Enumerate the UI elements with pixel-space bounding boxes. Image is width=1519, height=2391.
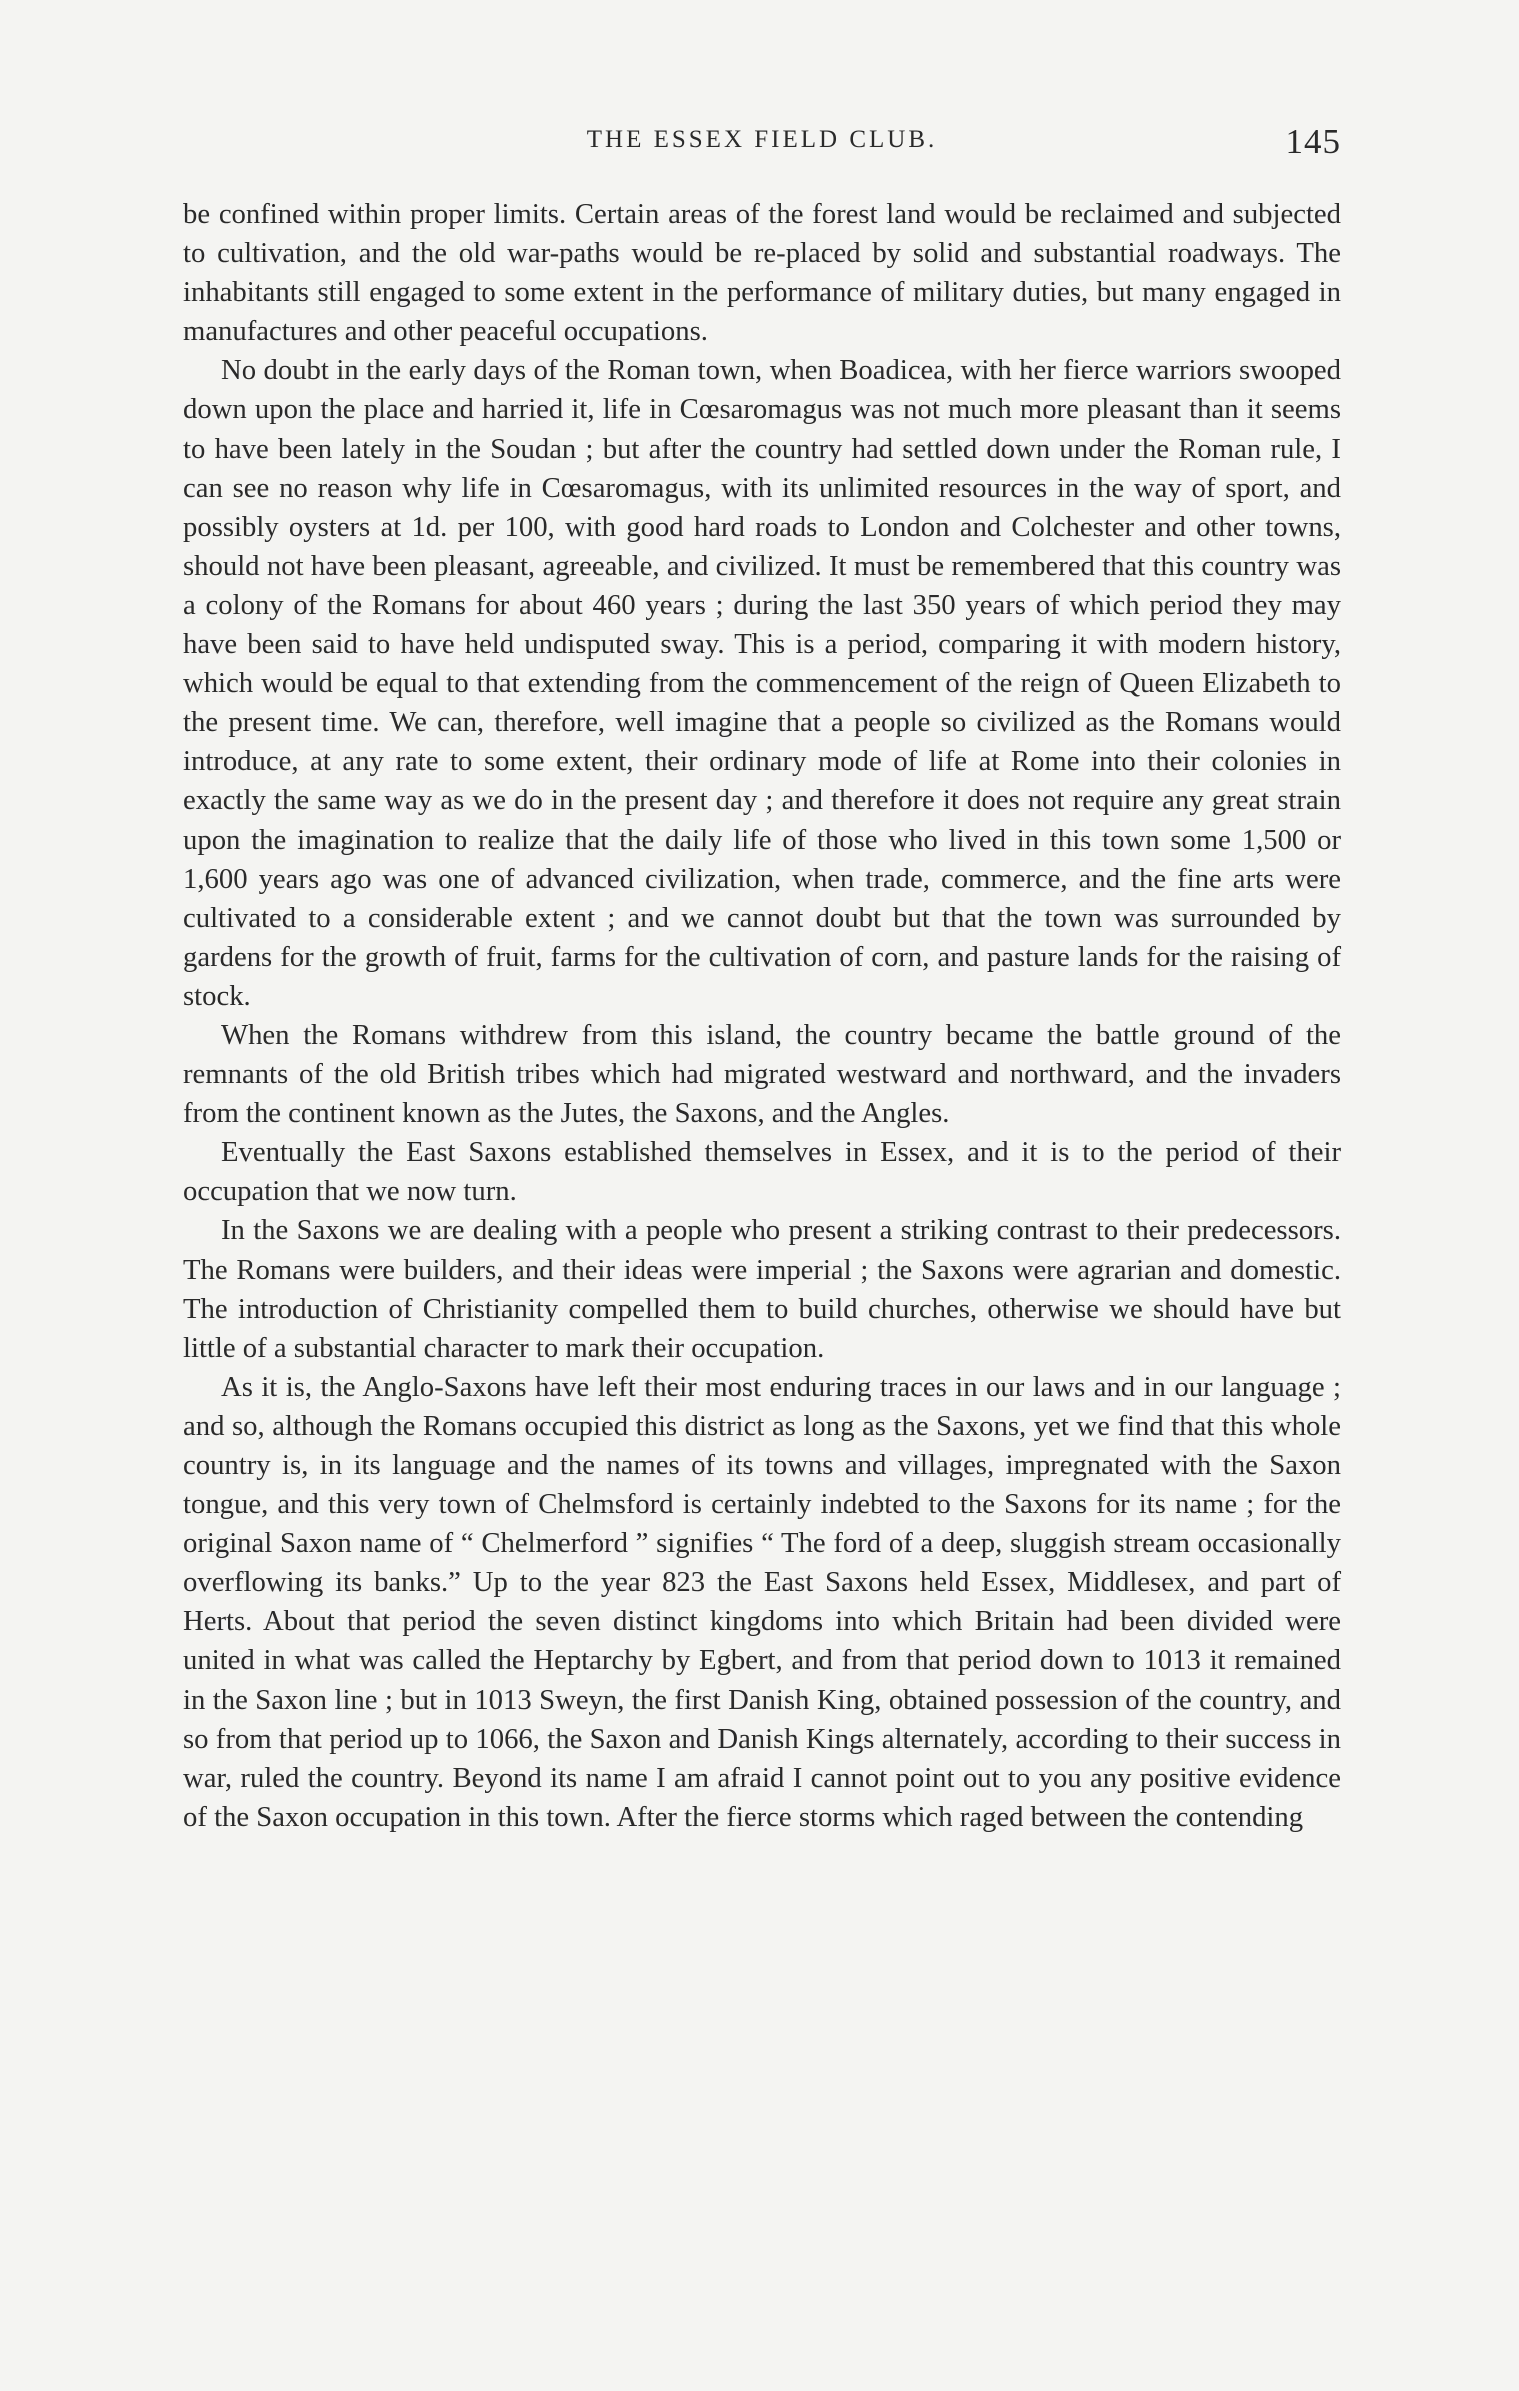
paragraph-continuation: be confined within proper limits. Certain areas of the forest land would be reclaimed and subjected to cultivation, and the old war-paths would be re-placed by solid and substantial roadways. The inhabitants still engaged to some extent in the performance of military duties, but many engaged in manufactures and other peaceful occupations. [183,198,1341,348]
running-head [183,122,1341,162]
paragraph-saxons-contrast: In the Saxons we are dealing with a people who present a striking contrast to their predecessors. The Romans were builders, and their ideas were imperial ; the Saxons were agrarian and domestic. The introduction of Christianity compelled them to build churches, otherwise we should have but little of a substantial character to mark their occupation. [183,1214,1341,1364]
paragraph-east-saxons: Eventually the East Saxons established themselves in Essex, and it is to the period of their occupation that we now turn. [183,1136,1341,1208]
page-number: 145 [1285,122,1341,161]
body-text [183,195,1341,1837]
running-title: THE ESSEX FIELD CLUB. [586,126,938,153]
paragraph-roman-town: No doubt in the early days of the Roman town, when Boadicea, with her fierce warriors swooped down upon the place and harried it, life in Cœsaromagus was not much more pleasant than it seems to have been lately in the Soudan ; but after the country had settled down under the Roman rule, I can see no reason why life in Cœsaromagus, with its unlimited resources in the way of sport, and possibly oysters at 1d. per 100, with good hard roads to London and Colchester and other towns, should not have been pleasant, agreeable, and civilized. It must be remembered that this country was a colony of the Romans for about 460 years ; during the last 350 years of which period they may have been said to have held undisputed sway. This is a period, comparing it with modern history, which would be equal to that extending from the commencement of the reign of Queen Elizabeth to the present time. We can, therefore, well imagine that a people so civilized as the Romans would introduce, at any rate to some extent, their ordinary mode of life at Rome into their colonies in exactly the same way as we do in the present day ; and therefore it does not require any great strain upon the imagination to realize that the daily life of those who lived in this town some 1,500 or 1,600 years ago was one of advanced civilization, when trade, commerce, and the fine arts were cultivated to a considerable extent ; and we cannot doubt but that the town was surrounded by gardens for the growth of fruit, farms for the cultivation of corn, and pasture lands for the raising of stock. [183,354,1341,1012]
paragraph-romans-withdrew: When the Romans withdrew from this island, the country became the battle ground of the remnants of the old British tribes which had migrated westward and northward, and the invaders from the continent known as the Jutes, the Saxons, and the Angles. [183,1018,1341,1130]
paragraph-anglo-saxons: As it is, the Anglo-Saxons have left their most enduring traces in our laws and in our language ; and so, although the Romans occupied this district as long as the Saxons, yet we find that this whole country is, in its language and the names of its towns and villages, impregnated with the Saxon tongue, and this very town of Chelmsford is certainly indebted to the Saxons for its name ; for the original Saxon name of “ Chelmerford ” signifies “ The ford of a deep, sluggish stream occasionally overflowing its banks.” Up to the year 823 the East Saxons held Essex, Middlesex, and part of Herts. About that period the seven distinct kingdoms into which Britain had been divided were united in what was called the Heptarchy by Egbert, and from that period down to 1013 it remained in the Saxon line ; but in 1013 Sweyn, the first Danish King, obtained possession of the country, and so from that period up to 1066, the Saxon and Danish Kings alternately, according to their success in war, ruled the country. Beyond its name I am afraid I cannot point out to you any positive evidence of the Saxon occupation in this town. After the fierce storms which raged between the contending [183,1370,1341,1833]
